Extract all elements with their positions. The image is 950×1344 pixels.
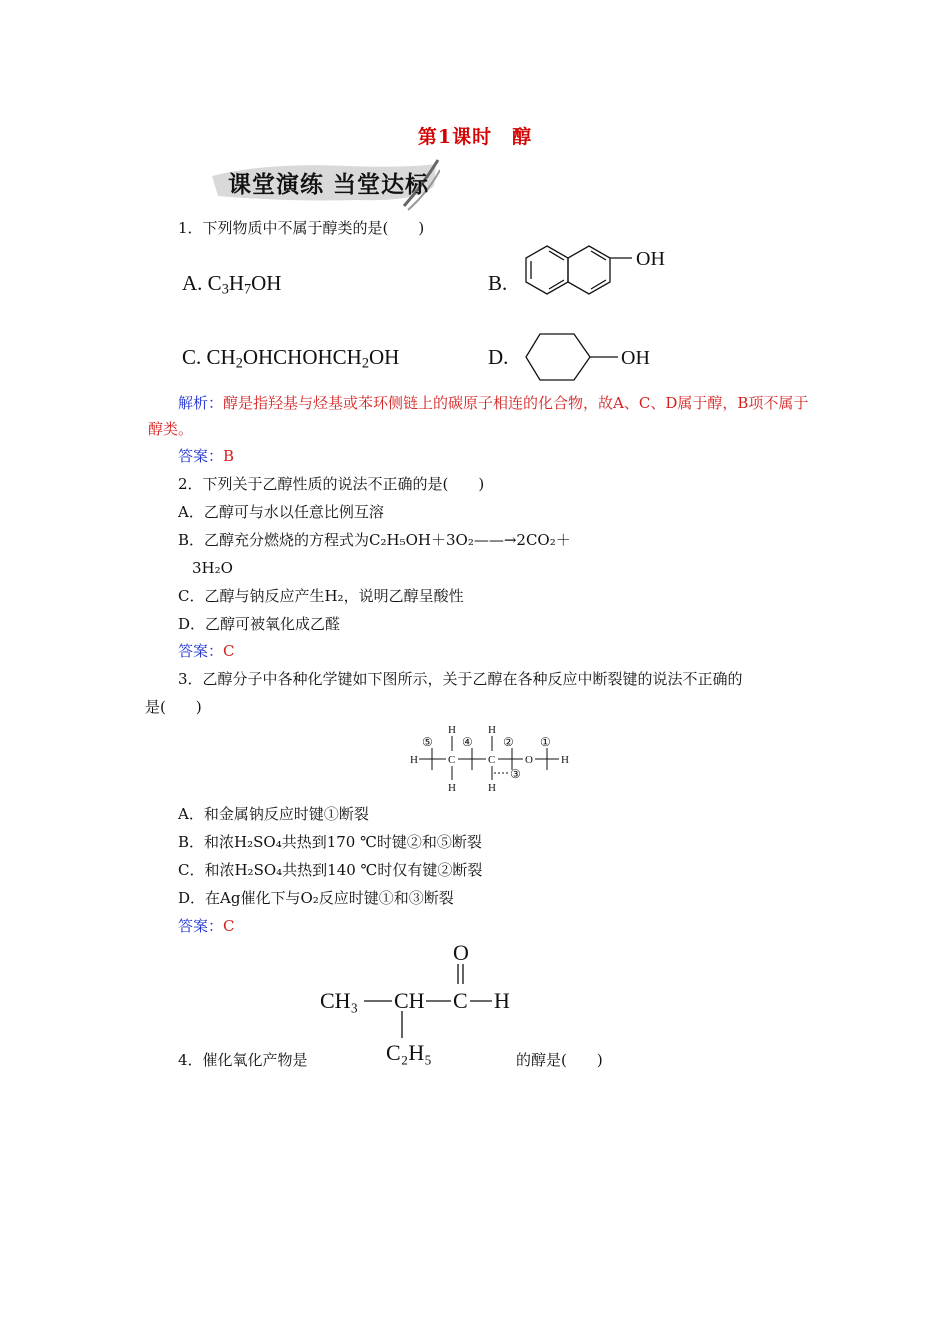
group-ch: CH [394, 988, 425, 1013]
atom-h-c2-bottom: H [488, 782, 496, 794]
atom-h-c2-top: H [488, 724, 496, 736]
q2-option-b-line1: B．乙醇充分燃烧的方程式为C₂H₅OH＋3O₂——→2CO₂＋ [178, 531, 571, 549]
q2-answer-value: C [223, 642, 235, 660]
q3-option-b: B．和浓H₂SO₄共热到170 ℃时键②和⑤断裂 [178, 833, 482, 851]
q2-answer: 答案：C [178, 642, 235, 660]
bond-label-4: ④ [462, 735, 473, 749]
bond-label-1: ① [540, 735, 551, 749]
q1-option-a-formula: $C_3H_7OH$ [207, 271, 282, 298]
q2-option-a: A．乙醇可与水以任意比例互溶 [178, 503, 384, 521]
atom-h-left: H [410, 754, 418, 766]
q3-stem-line2: 是( ) [145, 698, 202, 716]
q2-option-b-line2: 3H₂O [192, 559, 233, 577]
q1-option-c [182, 345, 399, 370]
group-c2h5: C₂H₅ [386, 1040, 432, 1065]
atom-h-c1-top: H [448, 724, 456, 736]
page-title: 第1课时 醇 [417, 126, 533, 148]
q3-option-a: A．和金属钠反应时键①断裂 [178, 805, 369, 823]
atom-c2: C [488, 754, 496, 766]
q1-option-c-label: C. [182, 345, 202, 369]
group-c-carbonyl: C [453, 988, 468, 1013]
section-banner-text: 课堂演练 当堂达标 [228, 172, 430, 198]
q1-answer-value: B [223, 447, 235, 465]
q2-option-c: C．乙醇与钠反应产生H₂，说明乙醇呈酸性 [178, 587, 464, 605]
group-h: H [494, 988, 510, 1013]
q2-option-d: D．乙醇可被氧化成乙醛 [178, 615, 341, 633]
q1-option-d-label: D. [488, 345, 509, 369]
bond-label-3: ③ [510, 767, 521, 781]
q3-option-d: D．在Ag催化下与O₂反应时键①和③断裂 [178, 889, 454, 907]
q1-option-a-label: A. [182, 271, 203, 295]
q1-option-b-group: OH [636, 248, 665, 270]
q3-answer-value: C [223, 917, 235, 935]
bond-label-5: ⑤ [422, 735, 433, 749]
q1-option-c-formula: $CH_2OHCHOHCH_2OH$ [206, 345, 400, 372]
q1-answer: 答案：B [178, 447, 235, 465]
q1-option-b-label: B. [488, 271, 508, 295]
cyclohexanol-structure [522, 330, 672, 384]
atom-o: O [525, 754, 533, 766]
ethanol-bond-diagram [402, 722, 582, 794]
q1-analysis-label: 解析： [178, 394, 224, 412]
aldehyde-structure [314, 938, 534, 1068]
q2-stem: 2．下列关于乙醇性质的说法不正确的是( ) [178, 475, 485, 493]
q1-analysis-text: 醇是指羟基与烃基或苯环侧链上的碳原子相连的化合物，故A、C、D属于醇，B项不属于醇类。 [148, 394, 809, 438]
atom-h-c1-bottom: H [448, 782, 456, 794]
q3-option-c: C．和浓H₂SO₄共热到140 ℃时仅有键②断裂 [178, 861, 483, 879]
q1-option-d-group: OH [621, 347, 650, 369]
group-o: O [453, 940, 469, 965]
atom-c1: C [448, 754, 456, 766]
group-ch3: CH₃ [320, 988, 359, 1013]
q3-stem-line1: 3．乙醇分子中各种化学键如下图所示，关于乙醇在各种反应中断裂键的说法不正确的 [178, 670, 743, 688]
q4-stem-suffix: 的醇是( ) [516, 1051, 603, 1069]
q3-answer: 答案：C [178, 917, 235, 935]
bond-label-2: ② [503, 735, 514, 749]
q1-option-a [182, 271, 281, 296]
q1-analysis [148, 390, 818, 442]
naphthol-structure [520, 238, 680, 324]
q1-stem: 1．下列物质中不属于醇类的是( ) [178, 219, 425, 237]
q4-stem-prefix: 4．催化氧化产物是 [178, 1051, 308, 1069]
atom-h-right: H [561, 754, 569, 766]
